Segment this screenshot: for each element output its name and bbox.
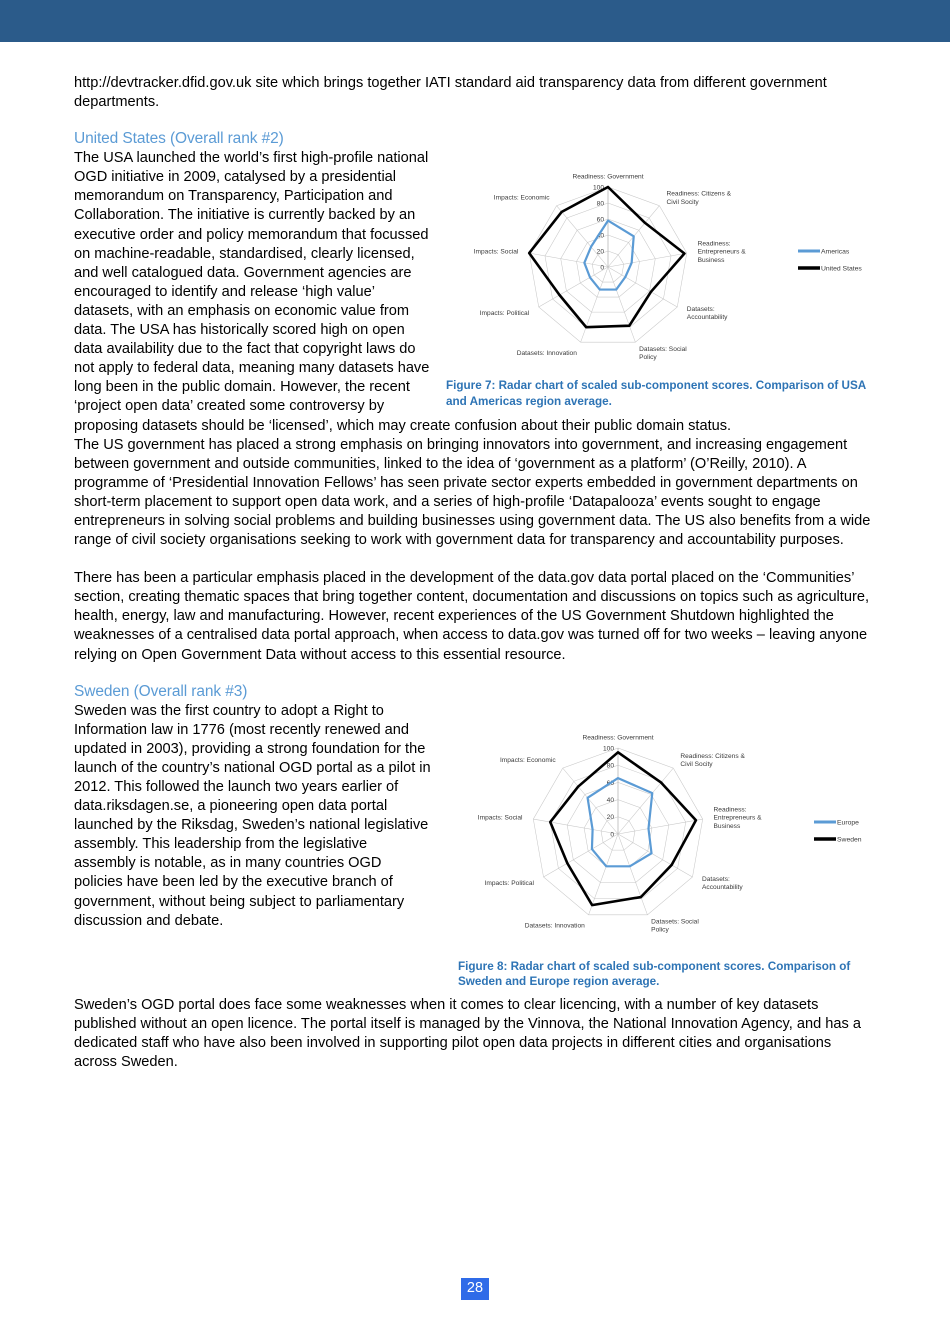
svg-text:Entrepreneurs &: Entrepreneurs & (697, 248, 746, 256)
svg-text:United States: United States (821, 265, 862, 273)
svg-text:60: 60 (596, 216, 604, 224)
svg-text:Impacts: Political: Impacts: Political (479, 310, 530, 318)
svg-text:Datasets: Social: Datasets: Social (651, 918, 699, 926)
svg-text:Accountability: Accountability (686, 314, 728, 322)
svg-text:100: 100 (602, 745, 614, 753)
svg-text:Europe: Europe (837, 819, 859, 827)
svg-text:80: 80 (606, 762, 614, 770)
svg-text:0: 0 (610, 831, 614, 839)
svg-text:Datasets: Innovation: Datasets: Innovation (516, 350, 577, 358)
svg-text:20: 20 (606, 813, 614, 821)
svg-text:80: 80 (596, 200, 604, 208)
sweden-paragraph-2: Sweden’s OGD portal does face some weaknesses when it comes to clear licencing, with a number of key datasets published without an open licence. The portal itself is managed by the Vinnova, the National Innovation Agency, and has a dedicated staff who have also been involved in supporting pilot open data projects in different cities and organisations across Sweden. (74, 996, 861, 1070)
svg-text:Civil Socity: Civil Socity (666, 198, 699, 206)
page-number-footer (0, 1278, 950, 1300)
radar-chart-usa-americas (446, 159, 876, 374)
section-heading-united-states: United States (Overall rank #2) (74, 130, 284, 148)
svg-text:20: 20 (596, 248, 604, 256)
svg-text:Americas: Americas (821, 248, 850, 256)
svg-text:Entrepreneurs &: Entrepreneurs & (713, 814, 762, 822)
intro-paragraph: http://devtracker.dfid.gov.uk site which brings together IATI standard aid transparency data from different government departments. (74, 75, 827, 111)
svg-text:Readiness:: Readiness: (697, 240, 731, 248)
svg-text:Datasets:: Datasets: (686, 305, 715, 313)
figure-7-caption: Figure 7: Radar chart of scaled sub-component scores. Comparison of USA and Americas region average. (446, 379, 866, 408)
us-paragraph-3: There has been a particular emphasis placed in the development of the data.gov data portal placed on the ‘Communities’ section, creating thematic spaces that bring together content, documentation and discussions on topics such as agriculture, health, energy, law and manufacturing. However, recent experiences of the US Government Shutdown highlighted the weaknesses of a centralised data portal approach, when access to data.gov was turned off for two weeks – leaving anyone relying on Open Government Data without access to this essential resource. (74, 570, 870, 663)
svg-text:40: 40 (606, 796, 614, 804)
us-paragraph-1: The USA launched the world’s first high-profile national OGD initiative in 2009, catalysed by a presidential memorandum on Transparency, Participation and Collaboration. The initiative is currently backed by an executive order and policy memorandum that focussed on machine-readable, standardised, clearly licensed, and well catalogued data. Government agencies are encouraged to identify and release ‘high value’ datasets, with an emphasis on economic value from data. The USA has historically scored high on open data availability due to the fact that copyright laws do not apply to federal data, meaning many datasets have long been in the public domain. However, the recent ‘project open data’ created some controversy by proposing datasets should be ‘licensed’, which may create confusion about their public domain status. (74, 150, 732, 434)
svg-text:Readiness: Government: Readiness: Government (572, 173, 644, 181)
svg-text:Business: Business (713, 822, 741, 830)
radar-chart-sweden-europe (446, 716, 876, 951)
svg-text:40: 40 (596, 232, 604, 240)
figure-7-chart (446, 159, 876, 374)
section-heading-sweden: Sweden (Overall rank #3) (74, 682, 248, 700)
page-content (74, 74, 876, 1072)
figure-8-caption: Figure 8: Radar chart of scaled sub-component scores. Comparison of Sweden and Europe region average. (458, 959, 851, 989)
sweden-paragraph-1: Sweden was the first country to adopt a Right to Information law in 1776 (most recently renewed and updated in 2003), providing a strong foundation for the launch of the country’s national OGD portal as a pilot in 2012. This followed the launch two years earlier of data.riksdagen.se, a pioneering open data portal launched by the Riksdag, Sweden’s national legislative assembly. This leadership from the legislative assembly is notable, as in many countries OGD policies have been led by the executive branch of government, without being subject to parliamentary discussion and debate. (74, 702, 431, 929)
svg-text:Readiness:: Readiness: (713, 805, 747, 813)
svg-text:Civil Socity: Civil Socity (680, 760, 713, 768)
figure-8-chart (446, 716, 876, 951)
svg-text:Impacts: Economic: Impacts: Economic (499, 756, 556, 764)
sweden-section-block (74, 702, 876, 996)
us-paragraph-2: The US government has placed a strong emphasis on bringing innovators into government, and increasing engagement between government and outside communities, linked to the idea of ‘government as a platform’ (O’Reilly, 2010). A programme of ‘Presidential Innovation Fellows’ has seen private sector experts embedded in government departments on short-term placement to support open data work, and a series of high-profile ‘Datapalooza’ events sought to engage entrepreneurs in solving social problems and building businesses using government data. The US also benefits from a wide range of civil society organisations seeking to work with government data for transparency and accountability purposes. (74, 436, 871, 549)
svg-text:Impacts: Social: Impacts: Social (473, 248, 519, 256)
svg-text:Impacts: Economic: Impacts: Economic (493, 194, 550, 202)
svg-text:0: 0 (600, 264, 604, 272)
us-section-block (74, 149, 876, 435)
figure-7 (446, 159, 876, 409)
svg-text:Readiness: Government: Readiness: Government (582, 734, 654, 742)
svg-text:Datasets: Innovation: Datasets: Innovation (524, 922, 585, 930)
svg-text:Impacts: Political: Impacts: Political (484, 879, 534, 887)
svg-text:Accountability: Accountability (702, 883, 743, 891)
svg-text:Policy: Policy (639, 354, 657, 362)
svg-text:Readiness: Citizens &: Readiness: Citizens & (666, 190, 732, 198)
svg-text:100: 100 (592, 184, 604, 192)
svg-text:Datasets: Social: Datasets: Social (639, 345, 687, 353)
svg-text:Business: Business (697, 256, 725, 264)
page-number-value: 28 (461, 1278, 489, 1300)
page-header-band (0, 0, 950, 42)
svg-text:Datasets:: Datasets: (702, 875, 730, 883)
svg-text:60: 60 (606, 779, 614, 787)
svg-text:Impacts: Social: Impacts: Social (477, 814, 523, 822)
svg-text:Policy: Policy (651, 926, 669, 934)
svg-text:Sweden: Sweden (837, 836, 862, 844)
svg-text:Readiness: Citizens &: Readiness: Citizens & (680, 752, 745, 760)
figure-8 (446, 716, 876, 990)
